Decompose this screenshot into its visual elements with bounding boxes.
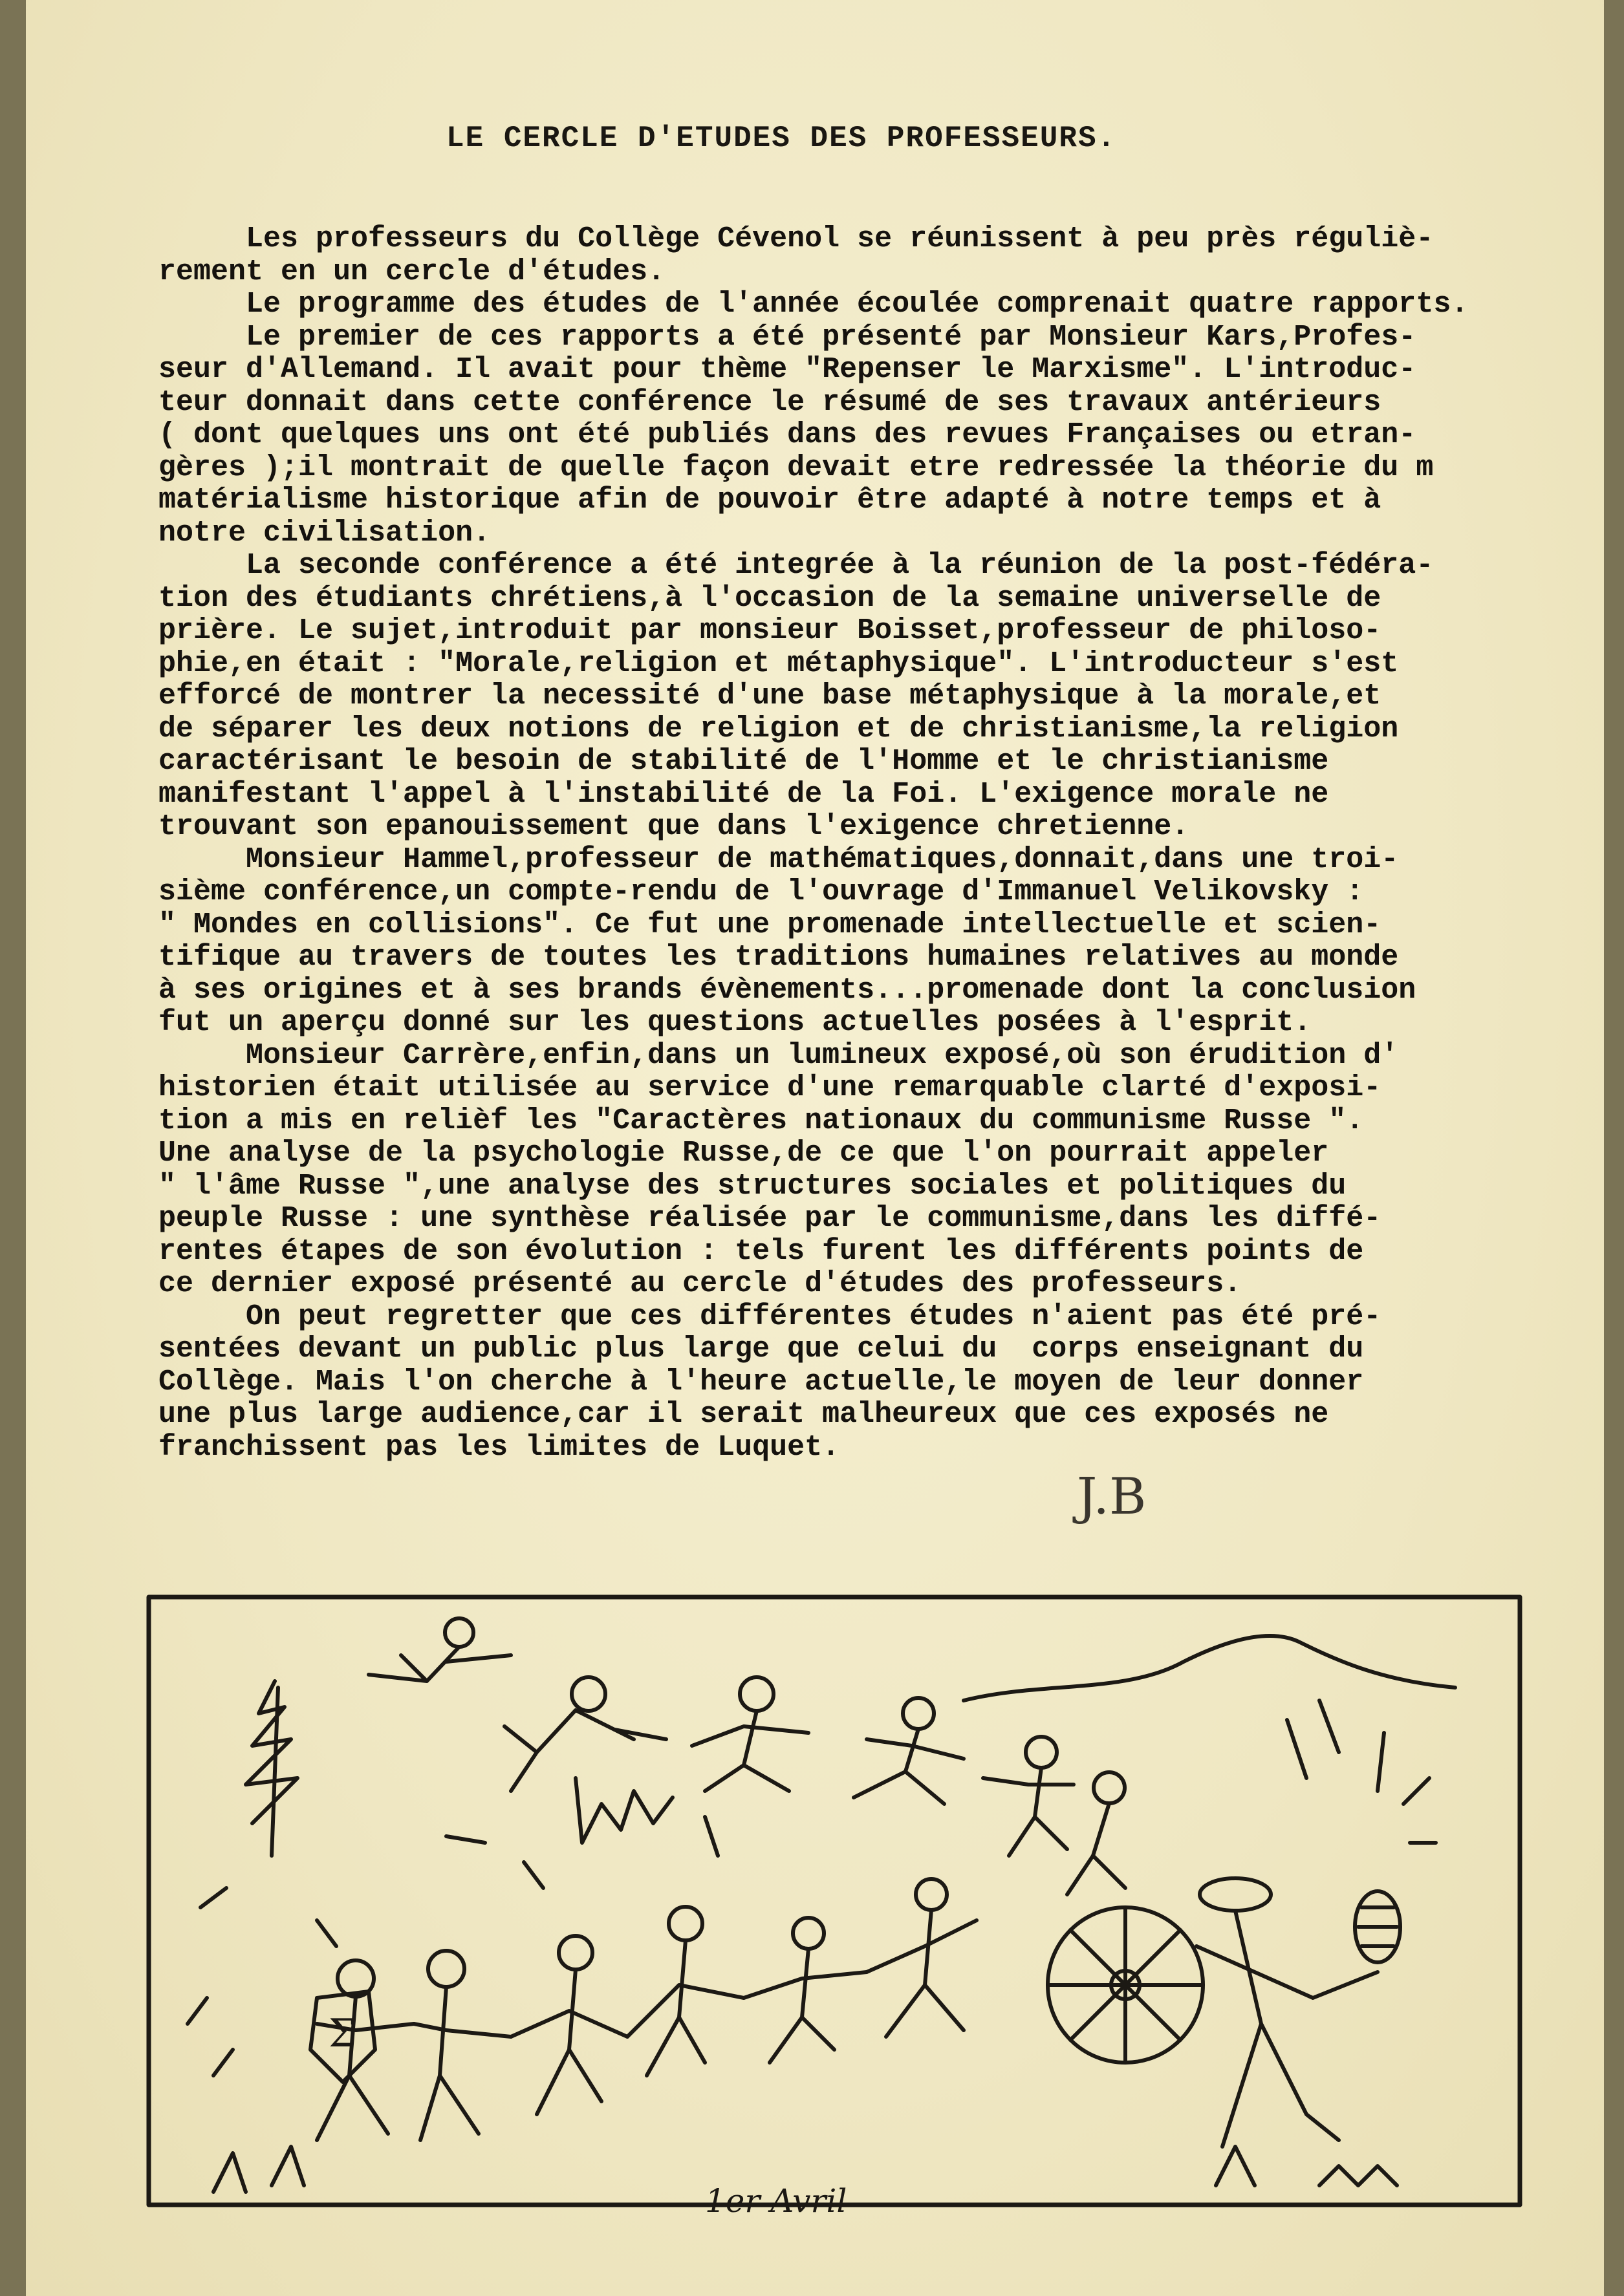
- text-line: sentées devant un public plus large que celui du corps enseignant du: [158, 1333, 1364, 1366]
- mountain-ridge: [964, 1636, 1455, 1701]
- text-line: seur d'Allemand. Il avait pour thème "Repenser le Marxisme". L'introduc-: [158, 353, 1416, 386]
- paper-sheet: [26, 0, 1604, 2296]
- text-line: Monsieur Carrère,enfin,dans un lumineux exposé,où son érudition d': [158, 1038, 1399, 1072]
- text-line: phie,en était : "Morale,religion et métaphysique". L'introducteur s'est: [158, 647, 1399, 680]
- text-line: notre civilisation.: [158, 516, 491, 550]
- text-line: Le premier de ces rapports a été présenté par Monsieur Kars,Profes-: [158, 320, 1416, 354]
- dancing-figures-chain: [317, 1879, 977, 2140]
- text-line: tion a mis en relièf les "Caractères nationaux du communisme Russe ".: [158, 1104, 1364, 1137]
- pine-tree: [246, 1681, 298, 1856]
- text-line: Monsieur Hammel,professeur de mathématiques,donnait,dans une troi-: [158, 842, 1399, 876]
- text-line: peuple Russe : une synthèse réalisée par le communisme,dans les diffé-: [158, 1202, 1381, 1235]
- text-line: efforcé de montrer la necessité d'une base métaphysique à la morale,et: [158, 680, 1381, 713]
- text-line: teur donnait dans cette conférence le résumé de ses travaux antérieurs: [158, 385, 1381, 419]
- text-line: " l'âme Russe ",une analyse des structures sociales et politiques du: [158, 1169, 1347, 1203]
- text-line: ce dernier exposé présenté au cercle d'études des professeurs.: [158, 1267, 1242, 1300]
- flying-figures: [369, 1618, 1125, 1894]
- cyclist-figure: [1196, 1878, 1400, 2147]
- text-line: ( dont quelques uns ont été publiés dans des revues Françaises ou etran-: [158, 418, 1416, 451]
- text-line: prière. Le sujet,introduit par monsieur Boisset,professeur de philoso-: [158, 614, 1381, 647]
- text-line: rentes étapes de son évolution : tels furent les différents points de: [158, 1234, 1364, 1268]
- text-line: Les professeurs du Collège Cévenol se réunissent à peu près réguliè-: [158, 222, 1434, 255]
- hand-drawn-illustration: [123, 1584, 1539, 2231]
- text-line: On peut regretter que ces différentes études n'aient pas été pré-: [158, 1300, 1381, 1333]
- text-line: " Mondes en collisions". Ce fut une promenade intellectuelle et scien-: [158, 908, 1381, 941]
- text-line: fut un aperçu donné sur les questions actuelles posées à l'esprit.: [158, 1006, 1312, 1039]
- illustration-frame: [149, 1597, 1520, 2205]
- sun-rays: [1287, 1701, 1436, 1843]
- text-line: Collège. Mais l'on cherche à l'heure actuelle,le moyen de leur donner: [158, 1365, 1364, 1399]
- text-line: La seconde conférence a été integrée à la réunion de la post-fédéra-: [158, 549, 1434, 582]
- text-line: tifique au travers de toutes les traditions humaines relatives au monde: [158, 941, 1399, 974]
- text-line: de séparer les deux notions de religion et de christianisme,la religion: [158, 712, 1399, 746]
- text-line: rement en un cercle d'études.: [158, 255, 666, 288]
- text-line: à ses origines et à ses brands évènements...promenade dont la conclusion: [158, 973, 1416, 1007]
- text-line: matérialisme historique afin de pouvoir être adapté à notre temps et à: [158, 484, 1381, 517]
- article-body: [158, 223, 1568, 1464]
- text-line: historien était utilisée au service d'une remarquable clarté d'exposi-: [158, 1071, 1381, 1104]
- shield-letter: Σ: [329, 2011, 356, 2056]
- text-line: Une analyse de la psychologie Russe,de ce que l'on pourrait appeler: [158, 1137, 1329, 1170]
- bicycle-wheel-icon: [1048, 1907, 1203, 2063]
- text-line: trouvant son epanouissement que dans l'exigence chretienne.: [158, 810, 1189, 843]
- signature: J.B: [1077, 1468, 1147, 1526]
- article-title: LE CERCLE D'ETUDES DES PROFESSEURS.: [446, 122, 1117, 155]
- text-line: sième conférence,un compte-rendu de l'ouvrage d'Immanuel Velikovsky :: [158, 875, 1364, 908]
- text-line: Le programme des études de l'année écoulée comprenait quatre rapports.: [158, 288, 1469, 321]
- illustration-caption: 1er Avril: [705, 2182, 847, 2220]
- text-line: une plus large audience,car il serait malheureux que ces exposés ne: [158, 1398, 1329, 1431]
- text-line: manifestant l'appel à l'instabilité de la Foi. L'exigence morale ne: [158, 777, 1329, 811]
- text-line: gères );il montrait de quelle façon devait etre redressée la théorie du m: [158, 451, 1434, 484]
- text-line: caractérisant le besoin de stabilité de l'Homme et le christianisme: [158, 745, 1329, 778]
- text-line: tion des étudiants chrétiens,à l'occasion de la semaine universelle de: [158, 581, 1381, 615]
- grass-tufts: [200, 1778, 718, 1946]
- text-line: franchissent pas les limites de Luquet.: [158, 1430, 840, 1464]
